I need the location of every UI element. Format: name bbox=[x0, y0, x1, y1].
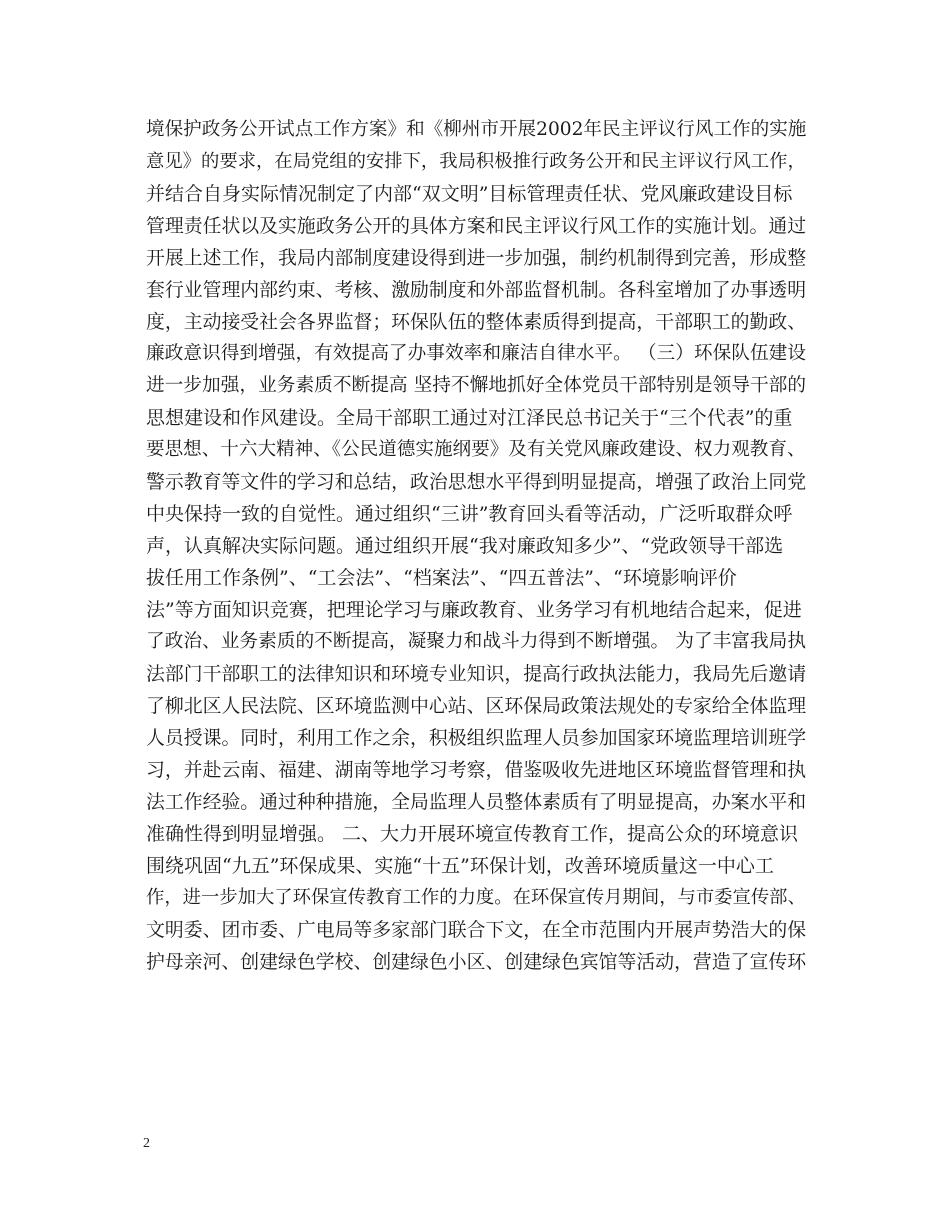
text-line: 法工作经验。通过种种措施，全局监理人员整体素质有了明显提高，办案水平和 bbox=[146, 791, 807, 813]
text-line: 了柳北区人民法院、区环境监测中心站、区环保局政策法规处的专家给全体监理 bbox=[146, 695, 807, 717]
text-line: 法”等方面知识竞赛，把理论学习与廉政教育、业务学习有机地结合起来，促进 bbox=[146, 599, 802, 621]
text-line: 护母亲河、创建绿色学校、创建绿色小区、创建绿色宾馆等活动，营造了宣传环 bbox=[146, 951, 807, 973]
text-line: 文明委、团市委、广电局等多家部门联合下文，在全市范围内开展声势浩大的保 bbox=[146, 919, 807, 941]
text-line: 要思想、十六大精神、《公民道德实施纲要》及有关党风廉政建设、权力观教育、 bbox=[146, 439, 806, 460]
text-line: 声，认真解决实际问题。通过组织开展“我对廉政知多少”、“党政领导干部选 bbox=[146, 535, 784, 557]
text-line: 警示教育等文件的学习和总结，政治思想水平得到明显提高，增强了政治上同党 bbox=[146, 471, 807, 493]
text-line: 管理责任状以及实施政务公开的具体方案和民主评议行风工作的实施计划。通过 bbox=[146, 215, 807, 237]
text-line: 作，进一步加大了环保宣传教育工作的力度。在环保宣传月期间，与市委宣传部、 bbox=[146, 887, 806, 908]
text-line: 准确性得到明显增强。 二、大力开展环境宣传教育工作，提高公众的环境意识 bbox=[146, 823, 799, 845]
body-text bbox=[146, 114, 806, 978]
text-line: 廉政意识得到增强，有效提高了办事效率和廉洁自律水平。 （三）环保队伍建设 bbox=[146, 343, 807, 364]
text-line: 人员授课。同时，利用工作之余，积极组织监理人员参加国家环境监理培训班学 bbox=[146, 727, 807, 749]
text-line: 境保护政务公开试点工作方案》和《柳州市开展2002年民主评议行风工作的实施 bbox=[146, 119, 807, 140]
text-line: 了政治、业务素质的不断提高，凝聚力和战斗力得到不断增强。 为了丰富我局执 bbox=[146, 631, 807, 652]
text-line: 意见》的要求，在局党组的安排下，我局积极推行政务公开和民主评议行风工作， bbox=[146, 151, 806, 172]
text-line: 套行业管理内部约束、考核、激励制度和外部监督机制。各科室增加了办事透明 bbox=[146, 279, 807, 301]
text-line: 并结合自身实际情况制定了内部“双文明”目标管理责任状、党风廉政建设目标 bbox=[146, 183, 793, 205]
page-number: 2 bbox=[143, 1136, 150, 1151]
text-line: 进一步加强，业务素质不断提高 坚持不懈地抓好全体党员干部特别是领导干部的 bbox=[146, 375, 807, 396]
text-line: 思想建设和作风建设。全局干部职工通过对江泽民总书记关于“三个代表”的重 bbox=[146, 407, 793, 429]
text-line: 围绕巩固“九五”环保成果、实施“十五”环保计划，改善环境质量这一中心工 bbox=[146, 855, 774, 877]
text-line: 中央保持一致的自觉性。通过组织“三讲”教育回头看等活动，广泛听取群众呼 bbox=[146, 503, 793, 525]
text-line: 开展上述工作，我局内部制度建设得到进一步加强，制约机制得到完善，形成整 bbox=[146, 247, 807, 269]
text-line: 拔任用工作条例”、“工会法”、“档案法”、“四五普法”、“环境影响评价 bbox=[146, 567, 737, 589]
text-line: 法部门干部职工的法律知识和环境专业知识，提高行政执法能力，我局先后邀请 bbox=[146, 663, 807, 685]
text-line: 度，主动接受社会各界监督；环保队伍的整体素质得到提高，干部职工的勤政、 bbox=[146, 311, 807, 333]
text-line: 习，并赴云南、福建、湖南等地学习考察，借鉴吸收先进地区环境监督管理和执 bbox=[146, 759, 807, 781]
